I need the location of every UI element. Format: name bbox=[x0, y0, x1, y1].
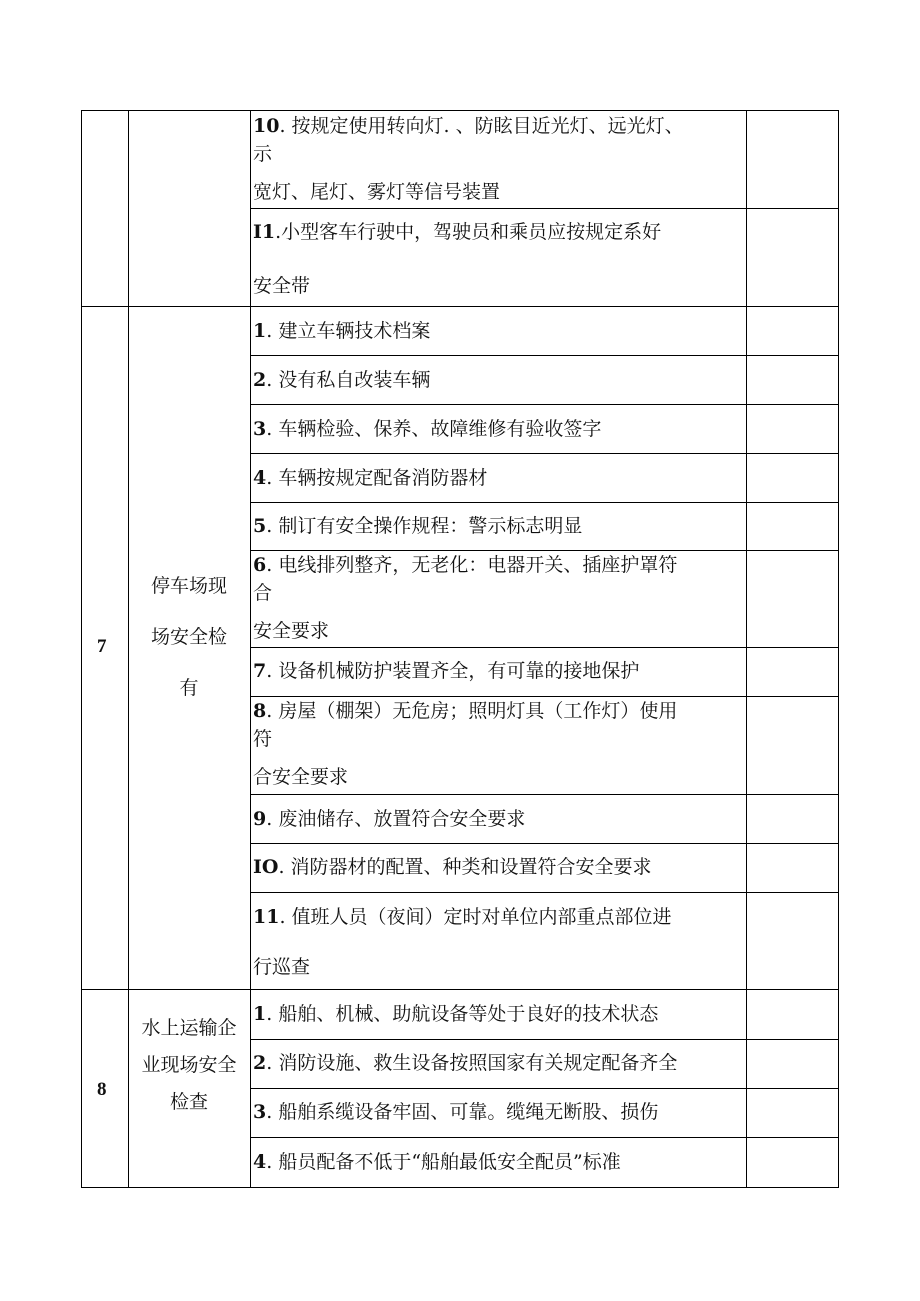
list-item: 4. 船员配备不低于“船舶最低安全配员”标准 bbox=[253, 1151, 621, 1173]
list-item: 2. 消防设施、救生设备按照国家有关规定配备齐全 bbox=[253, 1052, 678, 1074]
row-divider bbox=[250, 502, 839, 503]
list-item: 8. 房屋（棚架）无危房；照明灯具（工作灯）使用 符 合安全要求 bbox=[253, 700, 678, 788]
list-item: 3. 车辆检验、保养、故障维修有验收签字 bbox=[253, 418, 602, 440]
row-divider bbox=[250, 794, 839, 795]
row-divider bbox=[250, 843, 839, 844]
table-border-left bbox=[81, 110, 82, 1187]
list-item: I1.小型客车行驶中，驾驶员和乘员应按规定系好 安全带 bbox=[253, 221, 662, 297]
section-number: 8 bbox=[97, 1079, 107, 1100]
section-divider-7 bbox=[81, 306, 839, 307]
column-divider-title bbox=[250, 110, 251, 1187]
list-item: 4. 车辆按规定配备消防器材 bbox=[253, 467, 488, 489]
row-divider bbox=[250, 1137, 839, 1138]
list-item: 3. 船舶系缆设备牢固、可靠。缆绳无断股、损伤 bbox=[253, 1101, 659, 1123]
row-divider bbox=[250, 1039, 839, 1040]
list-item: 1. 船舶、机械、助航设备等处于良好的技术状态 bbox=[253, 1003, 659, 1025]
section-title: 水上运输企 业现场安全 检查 bbox=[141, 1017, 237, 1113]
table-border-right bbox=[838, 110, 839, 1187]
list-item: 1. 建立车辆技术档案 bbox=[253, 320, 431, 342]
row-divider bbox=[250, 892, 839, 893]
row-divider bbox=[250, 208, 839, 209]
list-item: IO. 消防器材的配置、种类和设置符合安全要求 bbox=[253, 856, 652, 878]
list-item: 7. 设备机械防护装置齐全，有可靠的接地保护 bbox=[253, 660, 640, 682]
row-divider bbox=[250, 1088, 839, 1089]
row-divider bbox=[250, 453, 839, 454]
table-border-top bbox=[81, 110, 839, 111]
list-item: 11. 值班人员（夜间）定时对单位内部重点部位进 行巡查 bbox=[253, 906, 672, 978]
row-divider bbox=[250, 647, 839, 648]
list-item: 5. 制订有安全操作规程：警示标志明显 bbox=[253, 515, 583, 537]
column-divider-content bbox=[746, 110, 747, 1187]
table-border-bottom bbox=[81, 1187, 839, 1188]
row-divider bbox=[250, 355, 839, 356]
list-item: 9. 废油储存、放置符合安全要求 bbox=[253, 808, 526, 830]
list-item: 2. 没有私自改装车辆 bbox=[253, 369, 431, 391]
list-item: 6. 电线排列整齐，无老化：电器开关、插座护罩符 合 安全要求 bbox=[253, 554, 678, 642]
list-item: 10. 按规定使用转向灯. 、防眩目近光灯、远光灯、 示 宽灯、尾灯、雾灯等信号装置 bbox=[253, 115, 684, 203]
section-title: 停车场现 场安全检 有 bbox=[150, 575, 227, 699]
row-divider bbox=[250, 404, 839, 405]
section-divider-8 bbox=[81, 989, 839, 990]
section-number: 7 bbox=[97, 636, 107, 657]
